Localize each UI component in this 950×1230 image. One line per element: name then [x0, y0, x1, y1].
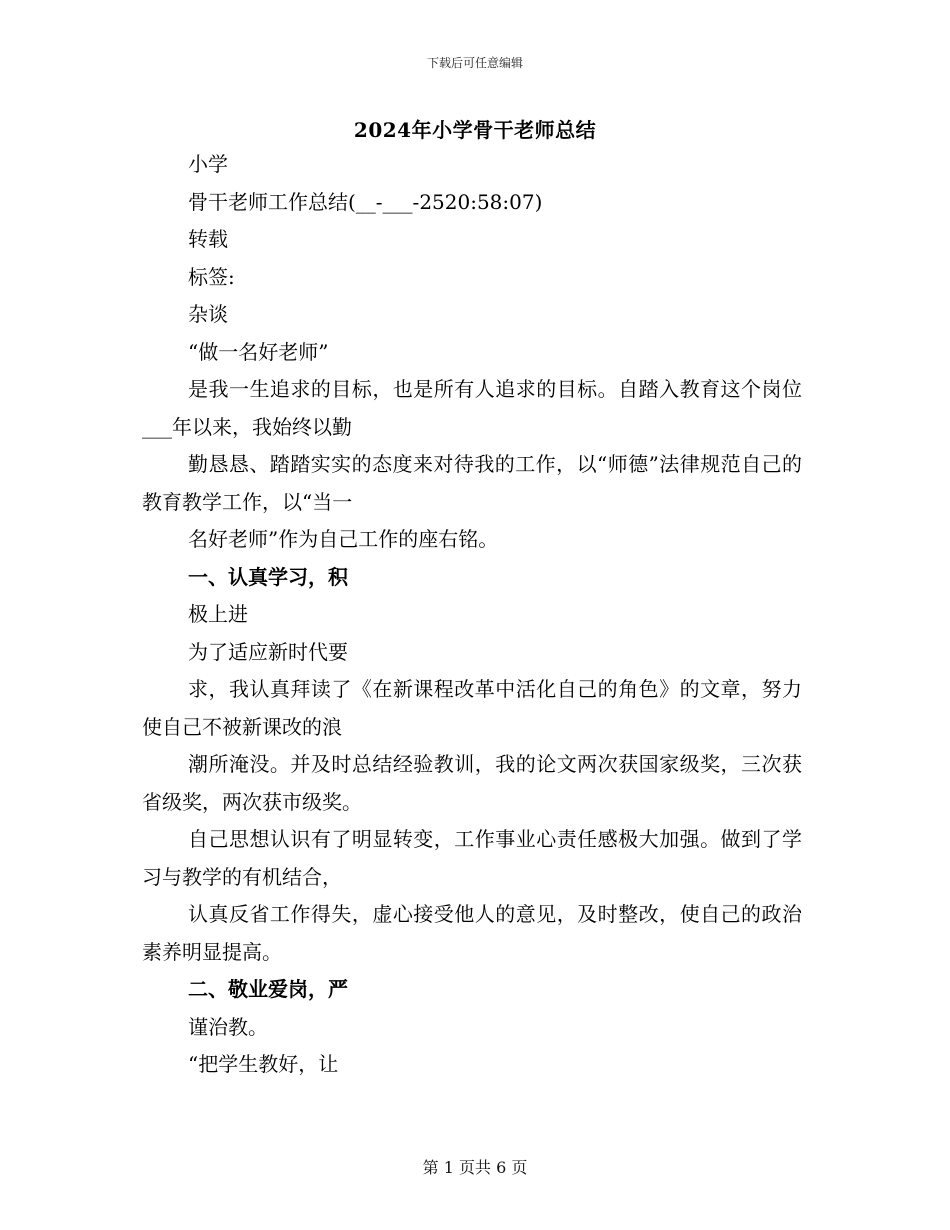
- paragraph: 认真反省工作得失，虚心接受他人的意见，及时整改，使自己的政治素养明显提高。: [142, 902, 802, 964]
- section-heading: 一、认真学习，积: [188, 564, 348, 589]
- document-body: [142, 146, 802, 1084]
- paragraph: 潮所淹没。并及时总结经验教训，我的论文两次获国家级奖，三次获省级奖，两次获市级奖。: [142, 752, 802, 814]
- paragraph: 极上进: [188, 602, 248, 626]
- section-heading: 二、敬业爱岗，严: [188, 977, 348, 1001]
- paragraph: “把学生教好，让: [188, 1052, 339, 1076]
- paragraph: 自己思想认识有了明显转变，工作事业心责任感极大加强。做到了学习与教学的有机结合，: [142, 827, 802, 889]
- paragraph: 转载: [188, 227, 228, 251]
- paragraph: 谨治教。: [188, 1014, 268, 1039]
- paragraph: 标签:: [188, 264, 235, 289]
- paragraph: “做一名好老师”: [188, 339, 329, 364]
- paragraph: 是我一生追求的目标，也是所有人追求的目标。自踏入教育这个岗位___年以来，我始终以勤: [142, 377, 802, 439]
- document-title: 2024年小学骨干老师总结: [353, 118, 597, 142]
- page-number: 第 1 页共 6 页: [422, 1158, 528, 1177]
- paragraph: 求，我认真拜读了《在新课程改革中活化自己的角色》的文章，努力使自己不被新课改的浪: [142, 677, 802, 739]
- paragraph: 骨干老师工作总结(__-___-2520:58:07): [188, 189, 543, 214]
- page-header-note: 下载后可任意编辑: [426, 56, 523, 70]
- paragraph: 为了适应新时代要: [188, 639, 348, 664]
- paragraph: 小学: [188, 152, 228, 176]
- paragraph: 杂谈: [188, 302, 228, 326]
- paragraph: 勤恳恳、踏踏实实的态度来对待我的工作，以“师德”法律规范自己的教育教学工作，以“当一: [142, 452, 802, 514]
- paragraph: 名好老师”作为自己工作的座右铭。: [188, 527, 499, 551]
